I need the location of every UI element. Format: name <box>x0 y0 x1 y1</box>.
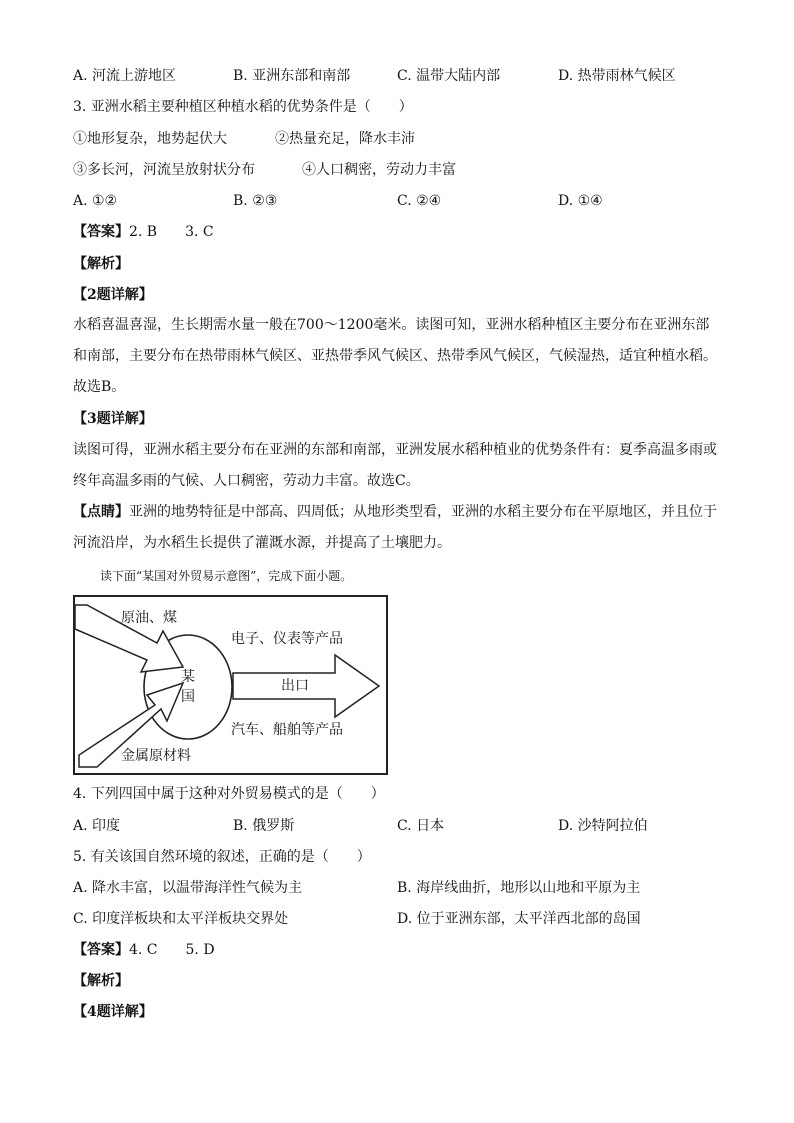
q1-option-a: A. 河流上游地区 <box>73 68 177 84</box>
q5-option-d: D. 位于亚洲东部，太平洋西北部的岛国 <box>397 911 641 927</box>
q1-option-d: D. 热带雨林气候区 <box>558 68 676 84</box>
q4-detail-heading: 【4题详解】 <box>73 1004 153 1020</box>
q4-option-c: C. 日本 <box>397 818 445 834</box>
q3-option-b: B. ②③ <box>233 193 278 209</box>
answer-text-2: 4. C 5. D <box>129 942 215 958</box>
q3-option-c: C. ②④ <box>397 193 442 209</box>
q4-option-a: A. 印度 <box>73 818 121 834</box>
q5-option-c: C. 印度洋板块和太平洋板块交界处 <box>73 911 289 927</box>
q2-detail-body: 水稻喜温喜湿，生长期需水量一般在700～1200毫米。读图可知，亚洲水稻种植区主要分布在亚洲东部和南部，主要分布在热带雨林气候区、亚热带季风气候区、热带季风气候区，气候湿热，适宜种植水稻。故选B。 <box>73 317 717 395</box>
trade-diagram <box>73 595 388 775</box>
answer-line-1 <box>73 222 214 242</box>
tip-label: 【点睛】 <box>73 504 129 520</box>
figure-caption: 读下面“某国对外贸易示意图”，完成下面小题。 <box>100 569 353 583</box>
country-label: 某 国 <box>181 669 195 705</box>
analysis-label-2: 【解析】 <box>73 973 129 989</box>
analysis-label: 【解析】 <box>73 256 129 272</box>
q3-stem: 3. 亚洲水稻主要种植区种植水稻的优势条件是（ ） <box>73 99 413 115</box>
q5-option-b: B. 海岸线曲折，地形以山地和平原为主 <box>397 880 641 896</box>
q2-detail-heading: 【2题详解】 <box>73 287 153 303</box>
export-product-vehicles: 汽车、船舶等产品 <box>231 722 343 738</box>
answer-label-2: 【答案】 <box>73 942 129 958</box>
q3-option-a: A. ①② <box>73 193 118 209</box>
q4-option-d: D. 沙特阿拉伯 <box>558 818 648 834</box>
q3-item-1: ①地形复杂，地势起伏大 <box>73 131 227 147</box>
tip-paragraph <box>73 497 723 559</box>
q3-detail-heading: 【3题详解】 <box>73 411 153 427</box>
q5-option-a: A. 降水丰富，以温带海洋性气候为主 <box>73 880 303 896</box>
q5-stem: 5. 有关该国自然环境的叙述，正确的是（ ） <box>73 849 371 865</box>
answer-line-2 <box>73 940 215 960</box>
q3-item-3: ③多长河，河流呈放射状分布 <box>73 162 255 178</box>
q3-option-d: D. ①④ <box>558 193 603 209</box>
q3-detail-body: 读图可得，亚洲水稻主要分布在亚洲的东部和南部，亚洲发展水稻种植业的优势条件有：夏季高温多雨或终年高温多雨的气候、人口稠密，劳动力丰富。故选C。 <box>73 442 717 489</box>
tip-text: 亚洲的地势特征是中部高、四周低；从地形类型看，亚洲的水稻主要分布在平原地区，并且位于河流沿岸，为水稻生长提供了灌溉水源，并提高了土壤肥力。 <box>73 504 717 551</box>
q3-item-2: ②热量充足，降水丰沛 <box>275 131 415 147</box>
answer-text: 2. B 3. C <box>129 224 214 240</box>
q1-option-b: B. 亚洲东部和南部 <box>233 68 351 84</box>
q4-stem: 4. 下列四国中属于这种对外贸易模式的是（ ） <box>73 786 385 802</box>
answer-label: 【答案】 <box>73 224 129 240</box>
q1-option-c: C. 温带大陆内部 <box>397 68 501 84</box>
export-product-electronics: 电子、仪表等产品 <box>231 631 343 647</box>
import-label-metal: 金属原材料 <box>121 748 191 764</box>
export-label: 出口 <box>281 678 309 694</box>
q4-option-b: B. 俄罗斯 <box>233 818 295 834</box>
import-label-oil-coal: 原油、煤 <box>121 610 177 626</box>
q3-item-4: ④人口稠密，劳动力丰富 <box>302 162 456 178</box>
